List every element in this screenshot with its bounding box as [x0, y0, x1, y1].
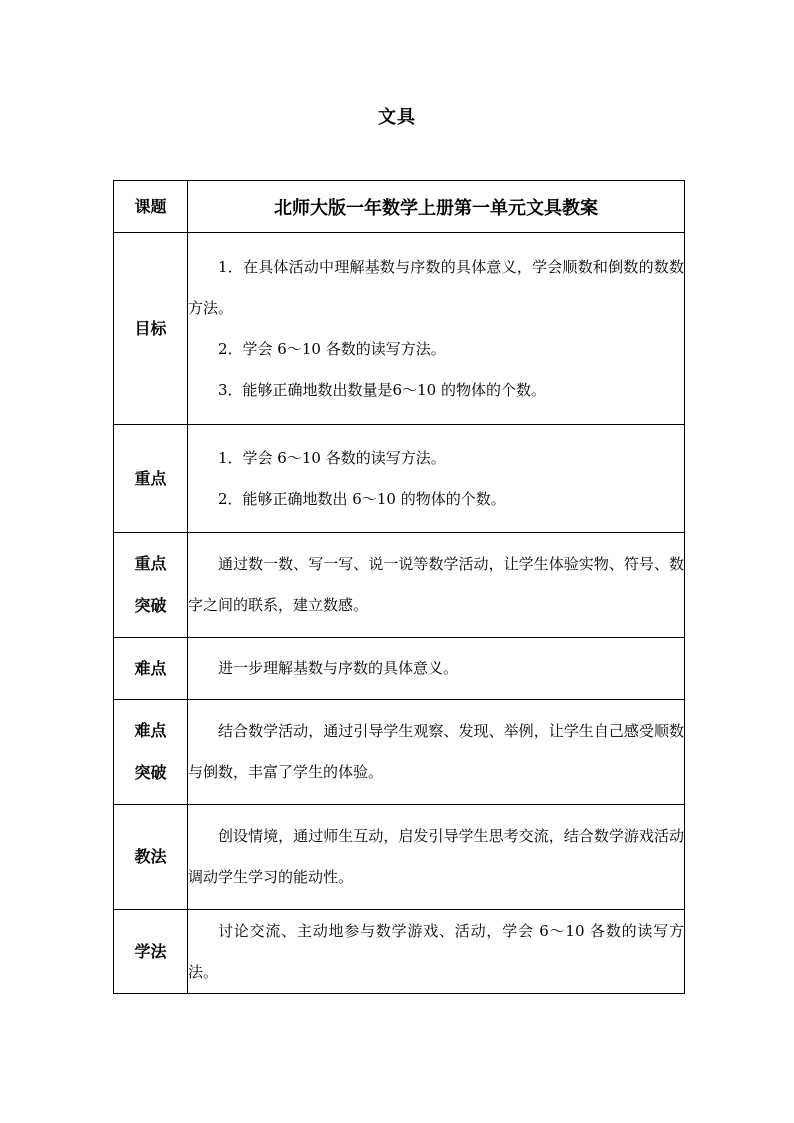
content-paragraph: 3．能够正确地数出数量是6～10 的物体的个数。	[218, 380, 546, 399]
row-label-line: 目标	[134, 318, 167, 338]
row-content	[188, 638, 685, 700]
row-label-line: 学法	[134, 941, 167, 961]
document-title: 文具	[378, 107, 416, 128]
lesson-title: 北师大版一年数学上册第一单元文具教案	[188, 181, 685, 233]
row-content	[188, 700, 685, 805]
table-row-teaching-method	[114, 805, 685, 910]
table-row-key-points	[114, 425, 685, 533]
lesson-plan-table	[113, 180, 685, 994]
row-label	[114, 533, 188, 638]
row-label-line: 重点	[134, 468, 167, 488]
row-label	[114, 425, 188, 533]
content-paragraph: 通过数一数、写一写、说一说等数学活动，让学生体验实物、符号、数字之间的联系，建立数感。	[188, 555, 684, 614]
row-content	[188, 805, 685, 910]
row-content	[188, 533, 685, 638]
table-row-key-breakthrough	[114, 533, 685, 638]
row-label-line: 重点	[134, 554, 167, 573]
row-label	[114, 910, 188, 994]
content-paragraph: 结合数学活动，通过引导学生观察、发现、举例，让学生自己感受顺数与倒数，丰富了学生的体验。	[188, 722, 684, 781]
table-row-difficulty	[114, 638, 685, 700]
row-label	[114, 638, 188, 700]
row-label	[114, 805, 188, 910]
table-header-row	[114, 181, 685, 233]
header-label: 课题	[114, 181, 188, 233]
row-label-line: 难点	[134, 658, 167, 678]
content-paragraph: 1．在具体活动中理解基数与序数的具体意义，学会顺数和倒数的数数方法。	[188, 257, 684, 317]
row-label	[114, 700, 188, 805]
content-paragraph: 创设情境，通过师生互动，启发引导学生思考交流，结合数学游戏活动调动学生学习的能动性。	[188, 827, 684, 886]
row-content	[188, 425, 685, 533]
table-row-goals	[114, 233, 685, 425]
content-paragraph: 讨论交流、主动地参与数学游戏、活动，学会 6～10 各数的读写方法。	[188, 921, 684, 981]
content-paragraph: 2．学会 6～10 各数的读写方法。	[218, 339, 446, 358]
table-row-difficulty-breakthrough	[114, 700, 685, 805]
table-row-learning-method	[114, 910, 685, 994]
row-label-line: 突破	[134, 596, 167, 615]
row-label	[114, 233, 188, 425]
content-paragraph: 1．学会 6～10 各数的读写方法。	[218, 448, 446, 467]
row-label-line: 难点	[134, 721, 167, 740]
content-paragraph: 2．能够正确地数出 6～10 的物体的个数。	[218, 489, 506, 508]
row-label-line: 突破	[134, 763, 167, 782]
row-label-line: 教法	[134, 847, 167, 866]
row-content	[188, 910, 685, 994]
content-paragraph: 进一步理解基数与序数的具体意义。	[218, 659, 459, 677]
row-content	[188, 233, 685, 425]
